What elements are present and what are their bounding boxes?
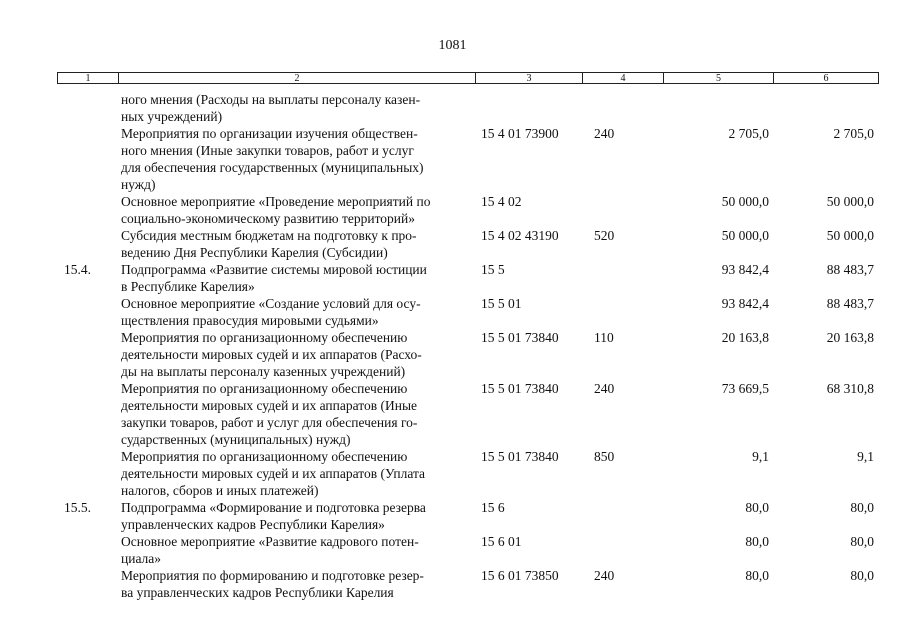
table-row <box>0 380 905 448</box>
row-target-code: 15 6 <box>481 500 505 515</box>
row-description <box>121 125 481 193</box>
description-line: Подпрограмма «Формирование и подготовка резерва <box>121 500 426 515</box>
row-number <box>0 448 121 499</box>
description-line: Мероприятия по организационному обеспечению <box>121 449 408 464</box>
row-target-code: 15 6 01 <box>481 534 522 549</box>
header-col-2: 2 <box>119 73 476 83</box>
description-line: ведению Дня Республики Карелия (Субсидии) <box>121 245 388 260</box>
row-description <box>121 91 481 125</box>
row-target-code <box>481 91 594 125</box>
row-sum-col5: 20 163,8 <box>721 330 769 345</box>
description-line: Мероприятия по организации изучения обществен- <box>121 126 418 141</box>
description-line: Подпрограмма «Развитие системы мировой юстиции <box>121 262 427 277</box>
description-line: для обеспечения государственных (муниципальных) <box>121 160 424 175</box>
table-row <box>0 567 905 601</box>
description-line: ществления правосудия мировыми судьями» <box>121 313 379 328</box>
table-row <box>0 533 905 567</box>
row-description <box>121 567 481 601</box>
header-col-3: 3 <box>476 73 583 83</box>
row-number <box>0 329 121 380</box>
header-col-4: 4 <box>583 73 664 83</box>
row-description <box>121 380 481 448</box>
row-sum-col5: 2 705,0 <box>728 126 769 141</box>
row-number <box>0 295 121 329</box>
row-description <box>121 295 481 329</box>
description-line: ного мнения (Иные закупки товаров, работ и услуг <box>121 143 414 158</box>
row-expense-type: 240 <box>594 381 615 396</box>
row-target-code: 15 4 02 <box>481 194 522 209</box>
row-number <box>0 533 121 567</box>
row-sum-col5: 80,0 <box>745 534 769 549</box>
row-number <box>0 567 121 601</box>
row-sum-col5: 80,0 <box>745 500 769 515</box>
description-line: ды на выплаты персоналу казенных учреждений) <box>121 364 406 379</box>
description-line: ных учреждений) <box>121 109 223 124</box>
row-sum-col6: 80,0 <box>850 500 874 515</box>
description-line: сударственных (муниципальных) нужд) <box>121 432 351 447</box>
table-row <box>0 448 905 499</box>
row-number <box>0 125 121 193</box>
description-line: ного мнения (Расходы на выплаты персоналу казен- <box>121 92 421 107</box>
row-sum-col5: 93 842,4 <box>721 296 769 311</box>
description-line: деятельности мировых судей и их аппаратов (Уплата <box>121 466 426 481</box>
description-line: Основное мероприятие «Проведение мероприятий по <box>121 194 431 209</box>
description-line: Мероприятия по организационному обеспечению <box>121 381 408 396</box>
row-expense-type <box>594 295 654 329</box>
description-line: нужд) <box>121 177 156 192</box>
row-number <box>0 227 121 261</box>
row-sum-col6: 50 000,0 <box>826 194 874 209</box>
description-line: деятельности мировых судей и их аппаратов (Иные <box>121 398 418 413</box>
row-description <box>121 193 481 227</box>
row-number: 15.4. <box>64 262 91 277</box>
row-target-code: 15 5 01 <box>481 296 522 311</box>
header-col-6: 6 <box>823 73 829 84</box>
row-sum-col6: 88 483,7 <box>826 262 874 277</box>
row-description <box>121 227 481 261</box>
description-line: деятельности мировых судей и их аппаратов (Расхо- <box>121 347 422 362</box>
row-target-code: 15 6 01 73850 <box>481 568 559 583</box>
row-description <box>121 499 481 533</box>
row-expense-type: 520 <box>594 228 615 243</box>
row-sum-col6: 68 310,8 <box>826 381 874 396</box>
description-line: Мероприятия по организационному обеспечению <box>121 330 408 345</box>
table-row <box>0 295 905 329</box>
row-expense-type <box>594 261 654 295</box>
table-row <box>0 193 905 227</box>
row-expense-type: 850 <box>594 449 615 464</box>
table-body <box>0 91 905 601</box>
description-line: циала» <box>121 551 162 566</box>
description-line: Мероприятия по формированию и подготовке резер- <box>121 568 424 583</box>
row-sum-col5: 9,1 <box>752 449 769 464</box>
row-description <box>121 329 481 380</box>
row-number: 15.5. <box>64 500 91 515</box>
row-target-code: 15 5 <box>481 262 505 277</box>
row-sum-col6: 88 483,7 <box>826 296 874 311</box>
row-expense-type <box>594 533 654 567</box>
row-target-code: 15 4 01 73900 <box>481 126 559 141</box>
description-line: налогов, сборов и иных платежей) <box>121 483 319 498</box>
table-row <box>0 499 905 533</box>
row-number <box>0 193 121 227</box>
description-line: в Республике Карелия» <box>121 279 255 294</box>
row-expense-type <box>594 499 654 533</box>
row-description <box>121 533 481 567</box>
table-row <box>0 227 905 261</box>
row-sum-col5: 80,0 <box>745 568 769 583</box>
header-col-1: 1 <box>58 73 119 83</box>
row-sum-col6: 20 163,8 <box>826 330 874 345</box>
row-expense-type <box>594 193 654 227</box>
row-target-code: 15 5 01 73840 <box>481 381 559 396</box>
row-expense-type <box>594 91 654 125</box>
row-sum-col6: 80,0 <box>850 568 874 583</box>
row-target-code: 15 5 01 73840 <box>481 330 559 345</box>
row-expense-type: 240 <box>594 126 615 141</box>
header-col-5: 5 <box>664 73 774 83</box>
row-sum-col5 <box>654 91 769 125</box>
description-line: закупки товаров, работ и услуг для обеспечения го- <box>121 415 418 430</box>
row-sum-col5: 50 000,0 <box>721 228 769 243</box>
table-row <box>0 329 905 380</box>
table-header <box>57 72 879 84</box>
row-sum-col5: 50 000,0 <box>721 194 769 209</box>
row-target-code: 15 5 01 73840 <box>481 449 559 464</box>
row-description <box>121 261 481 295</box>
table-row <box>0 91 905 125</box>
row-description <box>121 448 481 499</box>
description-line: ва управленческих кадров Республики Карелия <box>121 585 394 600</box>
table-row <box>0 125 905 193</box>
row-expense-type: 110 <box>594 330 614 345</box>
row-sum-col6: 80,0 <box>850 534 874 549</box>
row-number <box>0 380 121 448</box>
row-target-code: 15 4 02 43190 <box>481 228 559 243</box>
row-sum-col5: 93 842,4 <box>721 262 769 277</box>
row-sum-col6 <box>769 91 874 125</box>
description-line: управленческих кадров Республики Карелия» <box>121 517 385 532</box>
row-sum-col6: 9,1 <box>857 449 874 464</box>
row-sum-col6: 50 000,0 <box>826 228 874 243</box>
description-line: Субсидия местным бюджетам на подготовку к про- <box>121 228 417 243</box>
page-number: 1081 <box>438 38 467 53</box>
row-number <box>0 91 121 125</box>
description-line: Основное мероприятие «Создание условий для осу- <box>121 296 421 311</box>
row-expense-type: 240 <box>594 568 615 583</box>
row-sum-col6: 2 705,0 <box>833 126 874 141</box>
row-sum-col5: 73 669,5 <box>721 381 769 396</box>
table-row <box>0 261 905 295</box>
description-line: Основное мероприятие «Развитие кадрового потен- <box>121 534 419 549</box>
description-line: социально-экономическому развитию территорий» <box>121 211 416 226</box>
